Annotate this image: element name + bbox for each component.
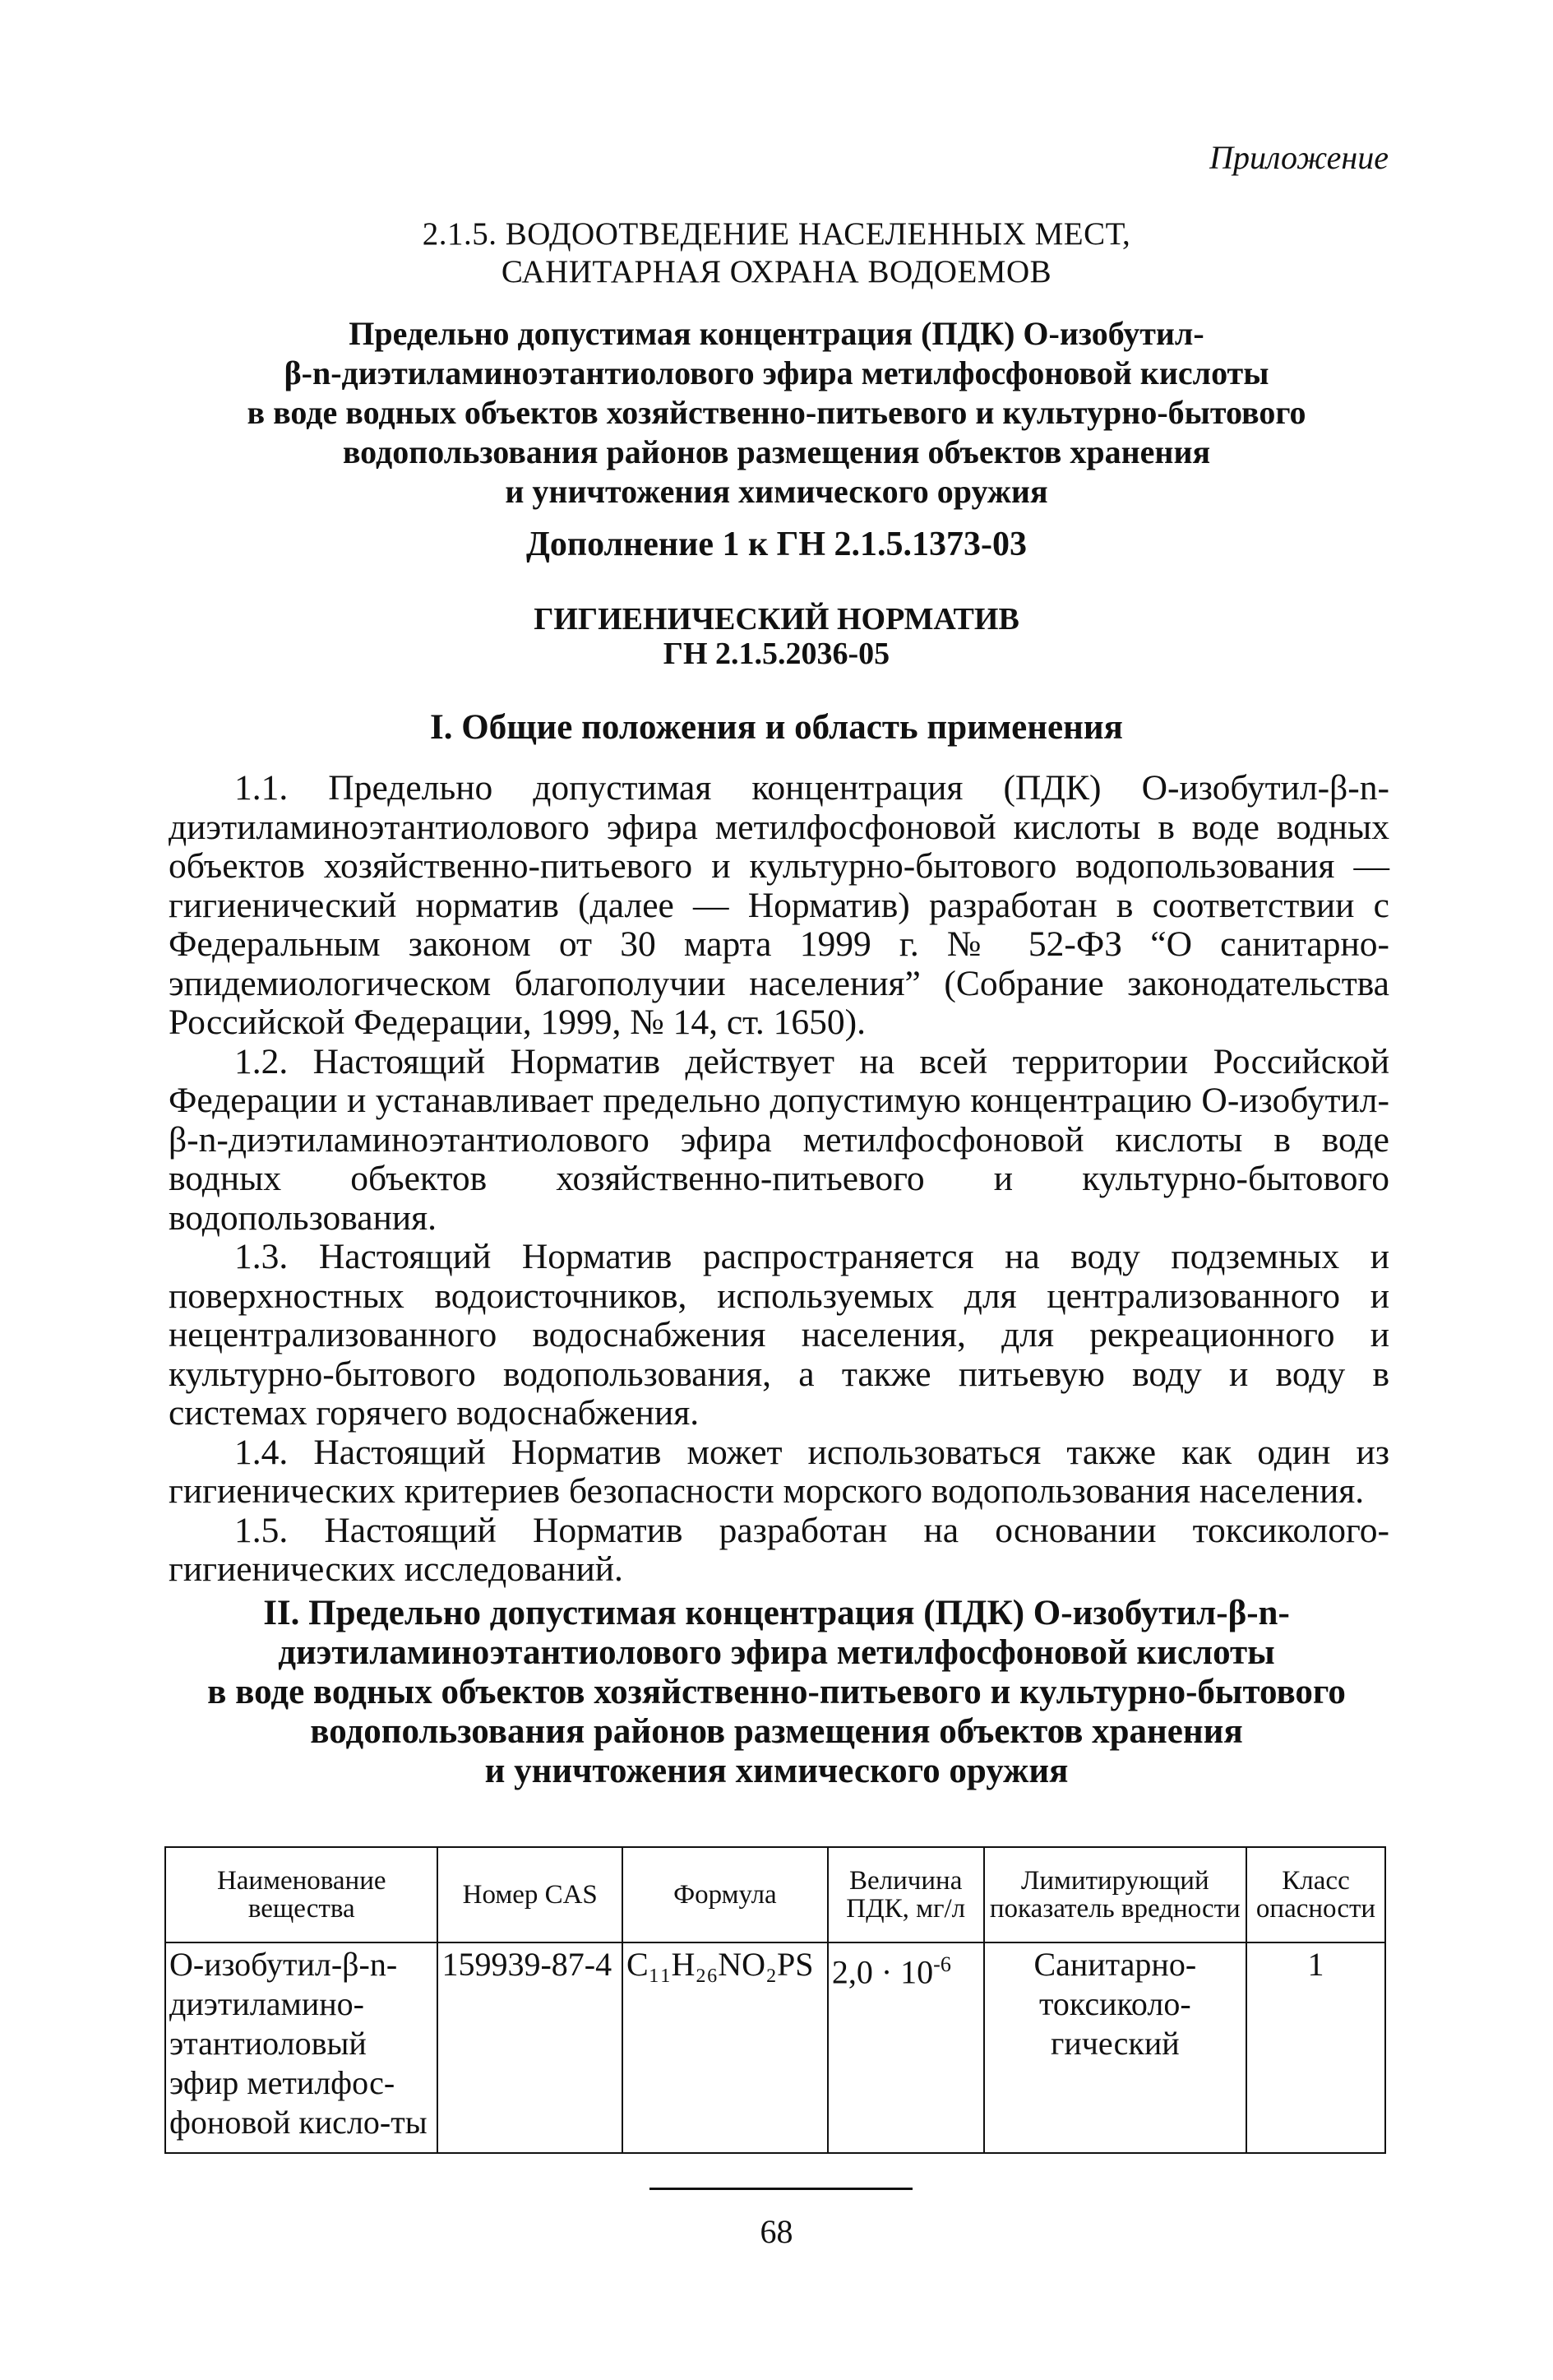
cell-cas-number: 159939-87-4	[437, 1942, 622, 2153]
cell-pdk-value	[828, 1942, 984, 2153]
cell-substance-name: О-изобутил-β-n-диэтиламино-этантиоловый эфир метилфос-фоновой кисло-ты	[165, 1942, 437, 2153]
table-header-row	[165, 1847, 1385, 1942]
subtitle-line: в воде водных объектов хозяйственно-питьевого и культурно-бытового	[247, 394, 1306, 431]
section-2-heading	[148, 1594, 1405, 1791]
cell-indicator: Санитарно-токсиколо-гический	[984, 1942, 1246, 2153]
heading-line: в воде водных объектов хозяйственно-питьевого и культурно-бытового	[207, 1673, 1346, 1711]
heading-line: II. Предельно допустимая концентрация (ПДК) О-изобутил-β-n-	[263, 1594, 1290, 1632]
title-line: 2.1.5. ВОДООТВЕДЕНИЕ НАСЕЛЕННЫХ МЕСТ,	[422, 216, 1131, 252]
section-1-heading: I. Общие положения и область применения	[430, 708, 1123, 747]
paragraph: 1.3. Настоящий Норматив распространяется на воду подземных и поверхностных водоисточников, используемых для централизованного и нецентрализованного водоснабжения населения, для рекреационного и культурно-бытового водопользования, а также питьевую воду и воду в системах горячего водоснабжения.	[169, 1237, 1389, 1433]
subtitle-line: и уничтожения химического оружия	[505, 473, 1048, 510]
column-header-indicator: Лимитирующий показатель вредности	[984, 1847, 1246, 1942]
heading-line: диэтиламиноэтантиолового эфира метилфосфоновой кислоты	[278, 1633, 1275, 1672]
norm-code: ГН 2.1.5.2036-05	[663, 637, 890, 671]
document-subtitle	[148, 314, 1405, 512]
section-1-body	[169, 769, 1389, 1590]
appendix-label: Приложение	[1209, 139, 1389, 176]
table-row	[165, 1942, 1385, 2153]
norm-block	[148, 602, 1405, 671]
subtitle-line: β-n-диэтиламиноэтантиолового эфира метилфосфоновой кислоты	[284, 354, 1269, 391]
document-title	[148, 215, 1405, 291]
column-header-cas: Номер CAS	[437, 1847, 622, 1942]
norm-label: ГИГИЕНИЧЕСКИЙ НОРМАТИВ	[534, 602, 1019, 637]
pdk-exponent: -6	[933, 1952, 951, 1976]
footer-divider	[649, 2188, 913, 2190]
pdk-base: 2,0 · 10	[831, 1953, 934, 1991]
heading-line: водопользования районов размещения объектов хранения	[310, 1712, 1243, 1751]
column-header-pdk: Величина ПДК, мг/л	[828, 1847, 984, 1942]
title-line: САНИТАРНАЯ ОХРАНА ВОДОЕМОВ	[501, 254, 1052, 289]
column-header-class: Класс опасности	[1246, 1847, 1385, 1942]
paragraph: 1.1. Предельно допустимая концентрация (ПДК) О-изобутил-β-n-диэтиламиноэтантиолового эфира метилфосфоновой кислоты в воде водных объектов хозяйственно-питьевого и культурно-бытового водопользования — гигиенический норматив (далее — Норматив) разработан в соответствии с Федеральным законом от 30 марта 1999 г. № 52-ФЗ “О санитарно-эпидемиологическом благополучии населения” (Собрание законодательства Российской Федерации, 1999, № 14, ст. 1650).	[169, 768, 1389, 1042]
column-header-name: Наименование вещества	[165, 1847, 437, 1942]
paragraph: 1.4. Настоящий Норматив может использоваться также как один из гигиенических критериев безопасности морского водопользования населения.	[169, 1432, 1389, 1511]
subtitle-line: водопользования районов размещения объектов хранения	[342, 433, 1211, 470]
cell-hazard-class: 1	[1246, 1942, 1385, 2153]
supplement-label: Дополнение 1 к ГН 2.1.5.1373-03	[525, 526, 1028, 563]
pdk-table	[164, 1846, 1386, 2154]
column-header-formula: Формула	[622, 1847, 828, 1942]
page-number: 68	[760, 2213, 793, 2250]
heading-line: и уничтожения химического оружия	[484, 1752, 1069, 1790]
subtitle-line: Предельно допустимая концентрация (ПДК) О-изобутил-	[349, 315, 1204, 352]
paragraph: 1.5. Настоящий Норматив разработан на основании токсиколого-гигиенических исследований.	[169, 1510, 1389, 1589]
paragraph: 1.2. Настоящий Норматив действует на всей территории Российской Федерации и устанавливает предельно допустимую концентрацию О-изобутил-β-n-диэтиламиноэтантиолового эфира метилфосфоновой кислоты в воде водных объектов хозяйственно-питьевого и культурно-бытового водопользования.	[169, 1041, 1389, 1238]
cell-formula: C₁₁H₂₆NO₂PS	[622, 1942, 828, 2153]
